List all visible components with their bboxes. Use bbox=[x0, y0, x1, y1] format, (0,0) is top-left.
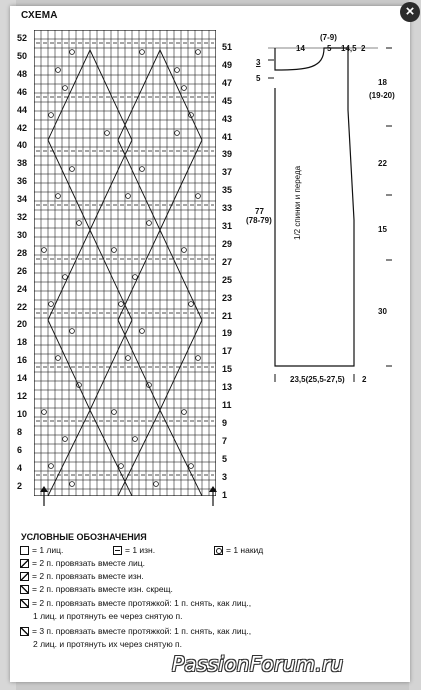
dim-right-30: 30 bbox=[378, 307, 387, 316]
legend-item-ssk: = 2 п. провязать вместе протяжкой: 1 п. снять, как лиц., bbox=[20, 598, 251, 608]
legend-item-p2tog-tbl: = 2 п. провязать вместе изн. скрещ. bbox=[20, 584, 173, 594]
row-number-left: 22 bbox=[17, 301, 28, 312]
dim-left-3: 3 bbox=[256, 58, 261, 67]
row-number-left: 34 bbox=[17, 194, 28, 205]
row-number-right: 3 bbox=[222, 471, 228, 482]
legend-item-yarnover: = 1 накид bbox=[214, 545, 263, 555]
row-number-right: 9 bbox=[222, 417, 228, 428]
p2tog-icon bbox=[20, 572, 29, 581]
row-number-left: 38 bbox=[17, 158, 28, 169]
row-number-left: 10 bbox=[17, 408, 28, 419]
row-number-left: 52 bbox=[17, 33, 28, 43]
start-arrow-left bbox=[39, 486, 49, 506]
row-number-left: 30 bbox=[17, 229, 28, 240]
row-number-right: 37 bbox=[222, 167, 233, 178]
row-number-right: 7 bbox=[222, 435, 228, 446]
dim-right-22: 22 bbox=[378, 159, 387, 168]
row-number-left: 50 bbox=[17, 50, 28, 61]
dim-top-left: 14 bbox=[296, 44, 305, 53]
row-number-right: 1 bbox=[222, 489, 228, 500]
p2tog-tbl-icon bbox=[20, 585, 29, 594]
legend-item-ssk-cont: 1 лиц. и протянуть ее через снятую п. bbox=[33, 611, 183, 621]
dimension-ticks bbox=[268, 40, 393, 385]
row-number-right: 45 bbox=[222, 95, 233, 106]
row-number-right: 39 bbox=[222, 149, 233, 160]
dim-bottom: 23,5(25,5-27,5) bbox=[290, 375, 345, 384]
row-number-right: 47 bbox=[222, 77, 233, 88]
sk2p-icon bbox=[20, 627, 29, 636]
background-page-right bbox=[409, 0, 421, 690]
row-number-right: 25 bbox=[222, 274, 233, 285]
row-number-left: 16 bbox=[17, 355, 28, 366]
legend-title: УСЛОВНЫЕ ОБОЗНАЧЕНИЯ bbox=[21, 532, 147, 542]
legend-item-p2tog: = 2 п. провязать вместе изн. bbox=[20, 571, 144, 581]
dim-top-right2: 2 bbox=[361, 44, 366, 53]
dim-height-total2: (78-79) bbox=[246, 216, 272, 225]
dim-bottom-right: 2 bbox=[362, 375, 367, 384]
row-number-right: 33 bbox=[222, 203, 233, 214]
row-number-left: 46 bbox=[17, 86, 28, 97]
site-watermark: PassionForum.ru bbox=[172, 652, 344, 676]
ssk-icon bbox=[20, 599, 29, 608]
row-number-right: 5 bbox=[222, 453, 228, 464]
start-arrow-right bbox=[208, 486, 218, 506]
row-number-left: 14 bbox=[17, 373, 28, 384]
legend-item-purl: = 1 изн. bbox=[113, 545, 155, 555]
row-number-right: 27 bbox=[222, 256, 233, 267]
k2tog-icon bbox=[20, 559, 29, 568]
row-number-left: 40 bbox=[17, 140, 28, 151]
row-number-left: 20 bbox=[17, 319, 28, 330]
row-number-right: 41 bbox=[222, 131, 233, 142]
yarnover-circle-icon bbox=[214, 546, 223, 555]
row-number-left: 8 bbox=[17, 426, 23, 437]
row-number-right: 21 bbox=[222, 310, 233, 321]
row-number-right: 13 bbox=[222, 382, 233, 393]
pattern-label: 1/2 спинки и переда bbox=[293, 165, 302, 240]
dim-right-18: 18 bbox=[378, 78, 387, 87]
row-number-right: 49 bbox=[222, 59, 233, 70]
row-number-left: 12 bbox=[17, 391, 28, 401]
row-number-right: 51 bbox=[222, 42, 233, 52]
row-number-right: 23 bbox=[222, 292, 233, 303]
dim-right-18b: (19-20) bbox=[369, 91, 395, 100]
row-number-left: 18 bbox=[17, 337, 28, 348]
dim-left-5: 5 bbox=[256, 74, 261, 83]
row-number-left: 42 bbox=[17, 122, 28, 133]
row-number-left: 28 bbox=[17, 247, 28, 258]
row-number-right: 43 bbox=[222, 113, 233, 124]
row-number-left: 4 bbox=[17, 462, 23, 473]
dim-top-right: 14,5 bbox=[341, 44, 357, 53]
dim-top-mid: 5 bbox=[327, 44, 332, 53]
row-number-right: 35 bbox=[222, 185, 233, 196]
close-button[interactable] bbox=[400, 2, 420, 22]
legend-item-knit: = 1 лиц. bbox=[20, 545, 63, 555]
dim-height-total: 77 bbox=[255, 207, 264, 216]
row-number-right: 11 bbox=[222, 400, 232, 410]
row-number-right: 31 bbox=[222, 221, 233, 231]
close-icon: × bbox=[405, 3, 415, 20]
legend-item-sk2p: = 3 п. провязать вместе протяжкой: 1 п. снять, как лиц., bbox=[20, 626, 251, 636]
row-number-left: 26 bbox=[17, 265, 28, 276]
dim-top-neck: (7-9) bbox=[320, 33, 337, 42]
row-number-left: 6 bbox=[17, 444, 23, 455]
legend-item-k2tog: = 2 п. провязать вместе лиц. bbox=[20, 558, 145, 568]
row-number-left: 36 bbox=[17, 176, 28, 187]
row-number-left: 2 bbox=[17, 480, 23, 491]
chart-title: СХЕМА bbox=[21, 10, 58, 21]
knitting-chart-grid bbox=[34, 30, 216, 496]
row-number-left: 24 bbox=[17, 283, 28, 294]
row-number-left: 32 bbox=[17, 212, 28, 222]
row-number-right: 19 bbox=[222, 328, 233, 339]
row-number-right: 17 bbox=[222, 346, 233, 357]
purl-dash-icon bbox=[113, 546, 122, 555]
row-number-right: 15 bbox=[222, 364, 233, 375]
row-number-left: 44 bbox=[17, 104, 28, 115]
legend-item-sk2p-cont: 2 лиц. и протянуть их через снятую п. bbox=[33, 639, 183, 649]
row-number-right: 29 bbox=[222, 238, 233, 249]
dim-right-15: 15 bbox=[378, 225, 387, 234]
row-number-left: 48 bbox=[17, 68, 28, 79]
knit-square-icon bbox=[20, 546, 29, 555]
